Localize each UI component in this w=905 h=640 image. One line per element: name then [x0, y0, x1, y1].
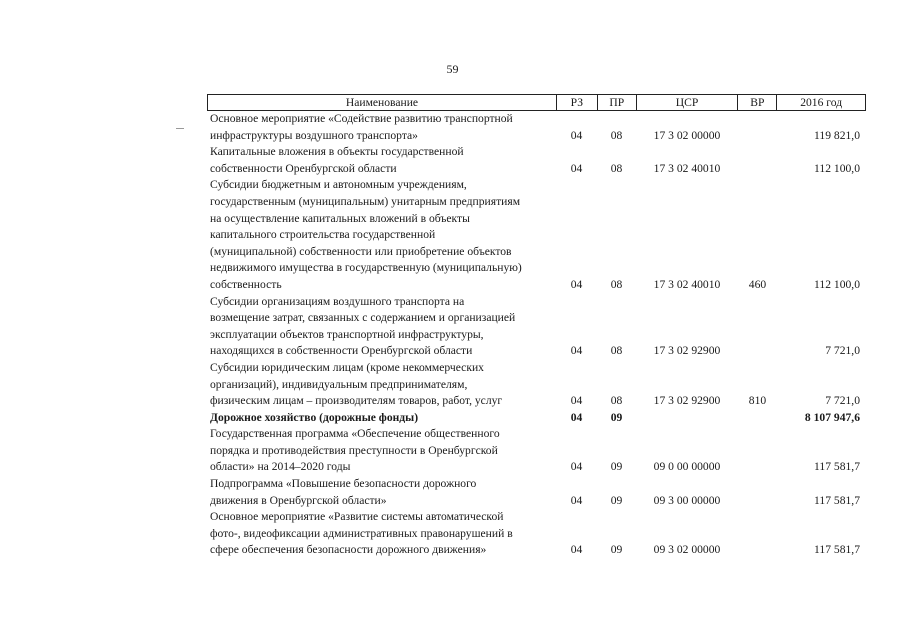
row-vr: 460 — [748, 277, 767, 291]
row-name-line: сфере обеспечения безопасности дорожного движения» — [210, 543, 487, 557]
table-row — [207, 426, 866, 476]
table-row — [207, 111, 866, 144]
row-rz: 04 — [570, 410, 583, 424]
table-row — [207, 476, 866, 509]
page-number: 59 — [446, 62, 459, 76]
row-name-line: области» на 2014–2020 годы — [210, 460, 351, 474]
row-csr: 17 3 02 92900 — [653, 344, 721, 358]
row-name-line: капитального строительства государственной — [210, 228, 436, 242]
row-pr: 09 — [610, 543, 623, 557]
row-rz: 04 — [570, 344, 583, 358]
row-name-line: эксплуатации объектов транспортной инфраструктуры, — [210, 327, 484, 341]
row-pr: 08 — [610, 277, 623, 291]
row-rz: 04 — [570, 128, 583, 142]
row-amount: 117 581,7 — [814, 543, 860, 557]
row-amount: 7 721,0 — [825, 344, 860, 358]
table-body — [207, 111, 866, 559]
row-name-line: организаций), индивидуальным предпринимателям, — [210, 377, 468, 391]
row-name-line: фото-, видеофиксации административных правонарушений в — [210, 526, 513, 540]
row-name — [207, 410, 556, 427]
row-rz: 04 — [570, 161, 583, 175]
row-pr: 08 — [610, 128, 623, 142]
table-row — [207, 144, 866, 177]
row-csr: 17 3 02 40010 — [653, 161, 721, 175]
table-row — [207, 360, 866, 410]
row-name-line: движения в Оренбургской области» — [210, 493, 387, 507]
row-name-line: собственности Оренбургской области — [210, 161, 397, 175]
row-name — [207, 144, 556, 177]
header-pr: ПР — [597, 95, 636, 110]
row-name-line: порядка и противодействия преступности в Оренбургской — [210, 443, 498, 457]
row-csr: 09 3 02 00000 — [653, 543, 721, 557]
row-name-line: инфраструктуры воздушного транспорта» — [210, 128, 418, 142]
header-name: Наименование — [345, 95, 419, 109]
header-vr: ВР — [737, 95, 776, 110]
row-amount: 117 581,7 — [814, 460, 860, 474]
row-name-line: возмещение затрат, связанных с содержанием и организацией — [210, 311, 516, 325]
row-vr: 810 — [748, 394, 767, 408]
row-pr: 09 — [610, 493, 623, 507]
row-csr: 17 3 02 40010 — [653, 277, 721, 291]
row-pr: 09 — [610, 460, 623, 474]
row-name — [207, 426, 556, 476]
row-name-line: на осуществление капитальных вложений в объекты — [210, 211, 470, 225]
row-rz: 04 — [570, 277, 583, 291]
margin-mark — [176, 128, 184, 129]
row-pr: 09 — [610, 410, 623, 424]
row-name-line: государственным (муниципальным) унитарным предприятиям — [210, 194, 521, 208]
row-name-line: Подпрограмма «Повышение безопасности дорожного — [210, 477, 477, 491]
row-amount: 8 107 947,6 — [804, 410, 860, 424]
header-csr: ЦСР — [636, 95, 738, 110]
row-name-line: физическим лицам – производителям товаров, работ, услуг — [210, 394, 503, 408]
row-name — [207, 294, 556, 360]
table-row — [207, 177, 866, 293]
header-rz: РЗ — [556, 95, 597, 110]
budget-table — [207, 94, 866, 559]
table-row — [207, 410, 866, 427]
row-pr: 08 — [610, 344, 623, 358]
row-name-line: Капитальные вложения в объекты государственной — [210, 145, 464, 159]
row-amount: 7 721,0 — [825, 394, 860, 408]
row-rz: 04 — [570, 543, 583, 557]
row-pr: 08 — [610, 394, 623, 408]
row-name — [207, 509, 556, 559]
row-name-line: Основное мероприятие «Содействие развитию транспортной — [210, 112, 513, 125]
row-csr: 17 3 02 92900 — [653, 394, 721, 408]
row-csr: 09 3 00 00000 — [653, 493, 721, 507]
row-rz: 04 — [570, 394, 583, 408]
row-name-line: Субсидии юридическим лицам (кроме некоммерческих — [210, 360, 484, 374]
row-name — [207, 476, 556, 509]
row-name — [207, 177, 556, 293]
row-amount: 112 100,0 — [814, 277, 860, 291]
row-amount: 119 821,0 — [814, 128, 860, 142]
row-amount: 112 100,0 — [814, 161, 860, 175]
table-header — [207, 94, 866, 111]
row-name-line: собственность — [210, 277, 282, 291]
row-name — [207, 360, 556, 410]
row-rz: 04 — [570, 493, 583, 507]
row-csr: 09 0 00 00000 — [653, 460, 721, 474]
row-amount: 117 581,7 — [814, 493, 860, 507]
row-name — [207, 111, 556, 144]
row-pr: 08 — [610, 161, 623, 175]
row-name-line: недвижимого имущества в государственную (муниципальную) — [210, 261, 522, 275]
row-name-line: Государственная программа «Обеспечение общественного — [210, 427, 500, 441]
table-row — [207, 294, 866, 360]
header-year: 2016 год — [776, 95, 865, 110]
row-name-line: Субсидии организациям воздушного транспорта на — [210, 294, 465, 308]
row-name-line: Субсидии бюджетным и автономным учреждениям, — [210, 178, 467, 192]
row-name-line: Основное мероприятие «Развитие системы автоматической — [210, 510, 504, 524]
row-name-line: находящихся в собственности Оренбургской области — [210, 344, 473, 358]
row-name-line: Дорожное хозяйство (дорожные фонды) — [210, 410, 419, 424]
row-csr: 17 3 02 00000 — [653, 128, 721, 142]
row-name-line: (муниципальной) собственности или приобретение объектов — [210, 244, 512, 258]
row-rz: 04 — [570, 460, 583, 474]
table-row — [207, 509, 866, 559]
